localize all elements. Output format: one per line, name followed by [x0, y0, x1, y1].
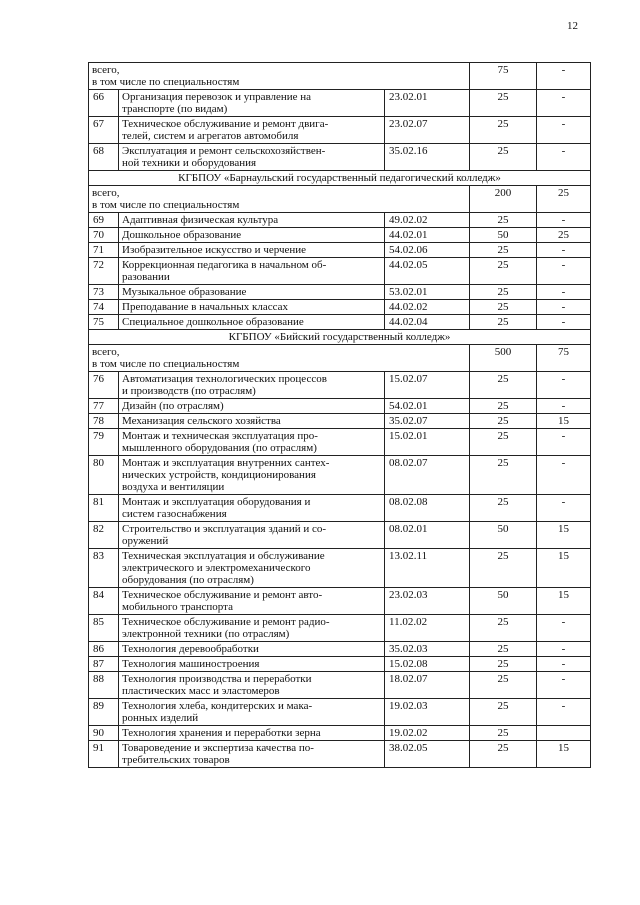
subtotal-label-line: в том числе по специальностям — [92, 199, 240, 211]
places-count: 25 — [470, 117, 537, 144]
table-row — [89, 741, 591, 768]
subtotal-extra: 75 — [537, 345, 591, 372]
subtotal-label-line: в том числе по специальностям — [92, 358, 240, 370]
specialty-code: 11.02.02 — [385, 615, 470, 642]
row-number: 76 — [89, 372, 119, 399]
table-row — [89, 549, 591, 588]
specialty-name-line: Техническая эксплуатация и обслуживание — [122, 550, 325, 562]
specialty-name — [119, 243, 385, 258]
table-row — [89, 399, 591, 414]
table-row — [89, 657, 591, 672]
extra-count: 15 — [537, 414, 591, 429]
specialty-code: 13.02.11 — [385, 549, 470, 588]
row-number: 67 — [89, 117, 119, 144]
specialty-name — [119, 549, 385, 588]
table-row — [89, 372, 591, 399]
specialty-code: 19.02.02 — [385, 726, 470, 741]
subtotal-extra: - — [537, 63, 591, 90]
places-count: 25 — [470, 672, 537, 699]
row-number: 89 — [89, 699, 119, 726]
specialty-name — [119, 642, 385, 657]
places-count: 25 — [470, 372, 537, 399]
row-number: 91 — [89, 741, 119, 768]
specialty-name-line: телей, систем и агрегатов автомобиля — [122, 130, 299, 142]
specialty-name-line: Дизайн (по отраслям) — [122, 400, 224, 412]
specialty-code: 35.02.16 — [385, 144, 470, 171]
extra-count: - — [537, 615, 591, 642]
specialty-name-line: оружений — [122, 535, 169, 547]
specialty-code: 18.02.07 — [385, 672, 470, 699]
specialty-code: 35.02.03 — [385, 642, 470, 657]
table-row — [89, 522, 591, 549]
row-number: 77 — [89, 399, 119, 414]
specialty-name — [119, 495, 385, 522]
extra-count: - — [537, 213, 591, 228]
extra-count: - — [537, 285, 591, 300]
row-number: 80 — [89, 456, 119, 495]
subtotal-places: 75 — [470, 63, 537, 90]
specialty-name-line: электрического и электромеханического — [122, 562, 311, 574]
places-count: 25 — [470, 615, 537, 642]
places-count: 25 — [470, 300, 537, 315]
specialty-code: 54.02.06 — [385, 243, 470, 258]
row-number: 82 — [89, 522, 119, 549]
extra-count: 15 — [537, 522, 591, 549]
places-count: 25 — [470, 726, 537, 741]
row-number: 68 — [89, 144, 119, 171]
extra-count: - — [537, 657, 591, 672]
row-number: 75 — [89, 315, 119, 330]
table-row — [89, 315, 591, 330]
specialty-name — [119, 300, 385, 315]
extra-count: - — [537, 495, 591, 522]
specialty-name-line: электронной техники (по отраслям) — [122, 628, 290, 640]
institution-name: КГБПОУ «Бийский государственный колледж» — [89, 330, 591, 345]
specialty-code: 38.02.05 — [385, 741, 470, 768]
specialty-name-line: Автоматизация технологических процессов — [122, 373, 327, 385]
extra-count: - — [537, 243, 591, 258]
specialty-name-line: Изобразительное искусство и черчение — [122, 244, 307, 256]
specialty-name-line: Музыкальное образование — [122, 286, 247, 298]
places-count: 25 — [470, 399, 537, 414]
specialty-name-line: нических устройств, кондиционирования — [122, 469, 316, 481]
places-count: 25 — [470, 315, 537, 330]
table-row — [89, 213, 591, 228]
row-number: 69 — [89, 213, 119, 228]
specialty-code: 54.02.01 — [385, 399, 470, 414]
extra-count: - — [537, 429, 591, 456]
row-number: 87 — [89, 657, 119, 672]
specialty-code: 23.02.01 — [385, 90, 470, 117]
table-row — [89, 495, 591, 522]
places-count: 25 — [470, 657, 537, 672]
places-count: 25 — [470, 414, 537, 429]
specialty-name — [119, 399, 385, 414]
specialty-name-line: Специальное дошкольное образование — [122, 316, 304, 328]
specialty-name-line: Эксплуатация и ремонт сельскохозяйствен- — [122, 145, 326, 157]
specialty-name-line: ной техники и оборудования — [122, 157, 257, 169]
places-count: 25 — [470, 741, 537, 768]
specialty-name-line: Монтаж и эксплуатация внутренних сантех- — [122, 457, 330, 469]
specialty-name — [119, 726, 385, 741]
specialty-name-line: и производств (по отраслям) — [122, 385, 256, 397]
places-count: 25 — [470, 549, 537, 588]
specialty-code: 23.02.07 — [385, 117, 470, 144]
specialty-name-line: Техническое обслуживание и ремонт двига- — [122, 118, 329, 130]
extra-count: - — [537, 144, 591, 171]
table-row — [89, 117, 591, 144]
subtotal-places: 200 — [470, 186, 537, 213]
specialty-code: 15.02.01 — [385, 429, 470, 456]
specialty-code: 35.02.07 — [385, 414, 470, 429]
specialty-name-line: Преподавание в начальных классах — [122, 301, 289, 313]
specialty-code: 19.02.03 — [385, 699, 470, 726]
specialty-name-line: Механизация сельского хозяйства — [122, 415, 281, 427]
extra-count: 15 — [537, 741, 591, 768]
specialty-name — [119, 522, 385, 549]
extra-count: 25 — [537, 228, 591, 243]
subtotal-label — [89, 63, 470, 90]
specialty-code: 23.02.03 — [385, 588, 470, 615]
specialty-name-line: Технология производства и переработки — [122, 673, 312, 685]
specialty-name-line: Монтаж и техническая эксплуатация про- — [122, 430, 318, 442]
extra-count: - — [537, 117, 591, 144]
extra-count: - — [537, 672, 591, 699]
specialty-code: 08.02.08 — [385, 495, 470, 522]
places-count: 50 — [470, 522, 537, 549]
table-row — [89, 243, 591, 258]
row-number: 74 — [89, 300, 119, 315]
table-row — [89, 726, 591, 741]
institution-row — [89, 330, 591, 345]
specialty-name-line: транспорте (по видам) — [122, 103, 228, 115]
row-number: 78 — [89, 414, 119, 429]
table-row — [89, 429, 591, 456]
extra-count: 15 — [537, 549, 591, 588]
subtotal-row — [89, 186, 591, 213]
specialty-name-line: пластических масс и эластомеров — [122, 685, 280, 697]
row-number: 84 — [89, 588, 119, 615]
subtotal-label-line: всего, — [92, 346, 120, 358]
specialty-name-line: Строительство и эксплуатация зданий и со- — [122, 523, 327, 535]
specialty-name-line: воздуха и вентиляции — [122, 481, 225, 493]
specialty-name — [119, 285, 385, 300]
subtotal-row — [89, 345, 591, 372]
specialty-name-line: оборудования (по отраслям) — [122, 574, 254, 586]
extra-count: - — [537, 399, 591, 414]
specialty-name-line: Техническое обслуживание и ремонт радио- — [122, 616, 330, 628]
table-row — [89, 588, 591, 615]
specialty-name-line: мобильного транспорта — [122, 601, 233, 613]
table-row — [89, 90, 591, 117]
specialty-name — [119, 741, 385, 768]
extra-count: - — [537, 372, 591, 399]
specialty-code: 44.02.05 — [385, 258, 470, 285]
specialty-name-line: Технология деревообработки — [122, 643, 259, 655]
places-count: 25 — [470, 699, 537, 726]
extra-count: 15 — [537, 588, 591, 615]
specialty-code: 44.02.01 — [385, 228, 470, 243]
table-row — [89, 258, 591, 285]
specialty-code: 49.02.02 — [385, 213, 470, 228]
specialty-code: 44.02.02 — [385, 300, 470, 315]
row-number: 81 — [89, 495, 119, 522]
specialty-name-line: Монтаж и эксплуатация оборудования и — [122, 496, 311, 508]
subtotal-label-line: всего, — [92, 64, 120, 76]
places-count: 25 — [470, 456, 537, 495]
specialty-name-line: Адаптивная физическая культура — [122, 214, 279, 226]
row-number: 66 — [89, 90, 119, 117]
subtotal-extra: 25 — [537, 186, 591, 213]
specialty-name-line: Технология хлеба, кондитерских и мака- — [122, 700, 313, 712]
subtotal-label — [89, 186, 470, 213]
extra-count: - — [537, 642, 591, 657]
institution-name: КГБПОУ «Барнаульский государственный педагогический колледж» — [89, 171, 591, 186]
specialty-name-line: Технология машиностроения — [122, 658, 260, 670]
specialty-name — [119, 372, 385, 399]
specialty-name-line: требительских товаров — [122, 754, 230, 766]
table-row — [89, 285, 591, 300]
specialty-name — [119, 615, 385, 642]
specialty-name-line: Организация перевозок и управление на — [122, 91, 312, 103]
specialty-name-line: систем газоснабжения — [122, 508, 227, 520]
specialty-name — [119, 456, 385, 495]
admission-table — [88, 62, 591, 768]
table-row — [89, 414, 591, 429]
specialty-code: 15.02.07 — [385, 372, 470, 399]
subtotal-label-line: в том числе по специальностям — [92, 76, 240, 88]
specialty-name — [119, 144, 385, 171]
specialty-name — [119, 90, 385, 117]
table-row — [89, 615, 591, 642]
specialty-code: 53.02.01 — [385, 285, 470, 300]
specialty-name — [119, 315, 385, 330]
table-row — [89, 228, 591, 243]
row-number: 83 — [89, 549, 119, 588]
extra-count: - — [537, 699, 591, 726]
specialty-name-line: Коррекционная педагогика в начальном об- — [122, 259, 327, 271]
table-row — [89, 672, 591, 699]
specialty-name-line: Технология хранения и переработки зерна — [122, 727, 321, 739]
specialty-code: 08.02.07 — [385, 456, 470, 495]
table-row — [89, 699, 591, 726]
places-count: 25 — [470, 258, 537, 285]
specialty-name — [119, 588, 385, 615]
subtotal-label-line: всего, — [92, 187, 120, 199]
places-count: 50 — [470, 228, 537, 243]
specialty-name — [119, 258, 385, 285]
places-count: 25 — [470, 495, 537, 522]
specialty-code: 08.02.01 — [385, 522, 470, 549]
specialty-name — [119, 117, 385, 144]
specialty-name-line: Дошкольное образование — [122, 229, 242, 241]
specialty-name — [119, 228, 385, 243]
row-number: 90 — [89, 726, 119, 741]
specialty-name — [119, 699, 385, 726]
specialty-name-line: мышленного оборудования (по отраслям) — [122, 442, 317, 454]
row-number: 86 — [89, 642, 119, 657]
specialty-name-line: разовании — [122, 271, 170, 283]
specialty-code: 44.02.04 — [385, 315, 470, 330]
extra-count: - — [537, 315, 591, 330]
specialty-name — [119, 213, 385, 228]
specialty-name-line: Техническое обслуживание и ремонт авто- — [122, 589, 323, 601]
extra-count: - — [537, 90, 591, 117]
subtotal-label — [89, 345, 470, 372]
institution-row — [89, 171, 591, 186]
specialty-name — [119, 414, 385, 429]
places-count: 25 — [470, 243, 537, 258]
specialty-name — [119, 657, 385, 672]
places-count: 25 — [470, 213, 537, 228]
row-number: 70 — [89, 228, 119, 243]
table-row — [89, 300, 591, 315]
subtotal-places: 500 — [470, 345, 537, 372]
row-number: 71 — [89, 243, 119, 258]
table-row — [89, 642, 591, 657]
row-number: 79 — [89, 429, 119, 456]
places-count: 50 — [470, 588, 537, 615]
specialty-name — [119, 672, 385, 699]
specialty-name — [119, 429, 385, 456]
specialty-name-line: Товароведение и экспертиза качества по- — [122, 742, 314, 754]
subtotal-row — [89, 63, 591, 90]
row-number: 73 — [89, 285, 119, 300]
places-count: 25 — [470, 90, 537, 117]
row-number: 72 — [89, 258, 119, 285]
places-count: 25 — [470, 285, 537, 300]
extra-count: - — [537, 456, 591, 495]
extra-count: - — [537, 258, 591, 285]
row-number: 88 — [89, 672, 119, 699]
row-number: 85 — [89, 615, 119, 642]
places-count: 25 — [470, 642, 537, 657]
extra-count — [537, 726, 591, 741]
specialty-name-line: ронных изделий — [122, 712, 199, 724]
table-row — [89, 144, 591, 171]
page-number: 12 — [567, 20, 578, 32]
extra-count: - — [537, 300, 591, 315]
places-count: 25 — [470, 144, 537, 171]
places-count: 25 — [470, 429, 537, 456]
table-row — [89, 456, 591, 495]
specialty-code: 15.02.08 — [385, 657, 470, 672]
